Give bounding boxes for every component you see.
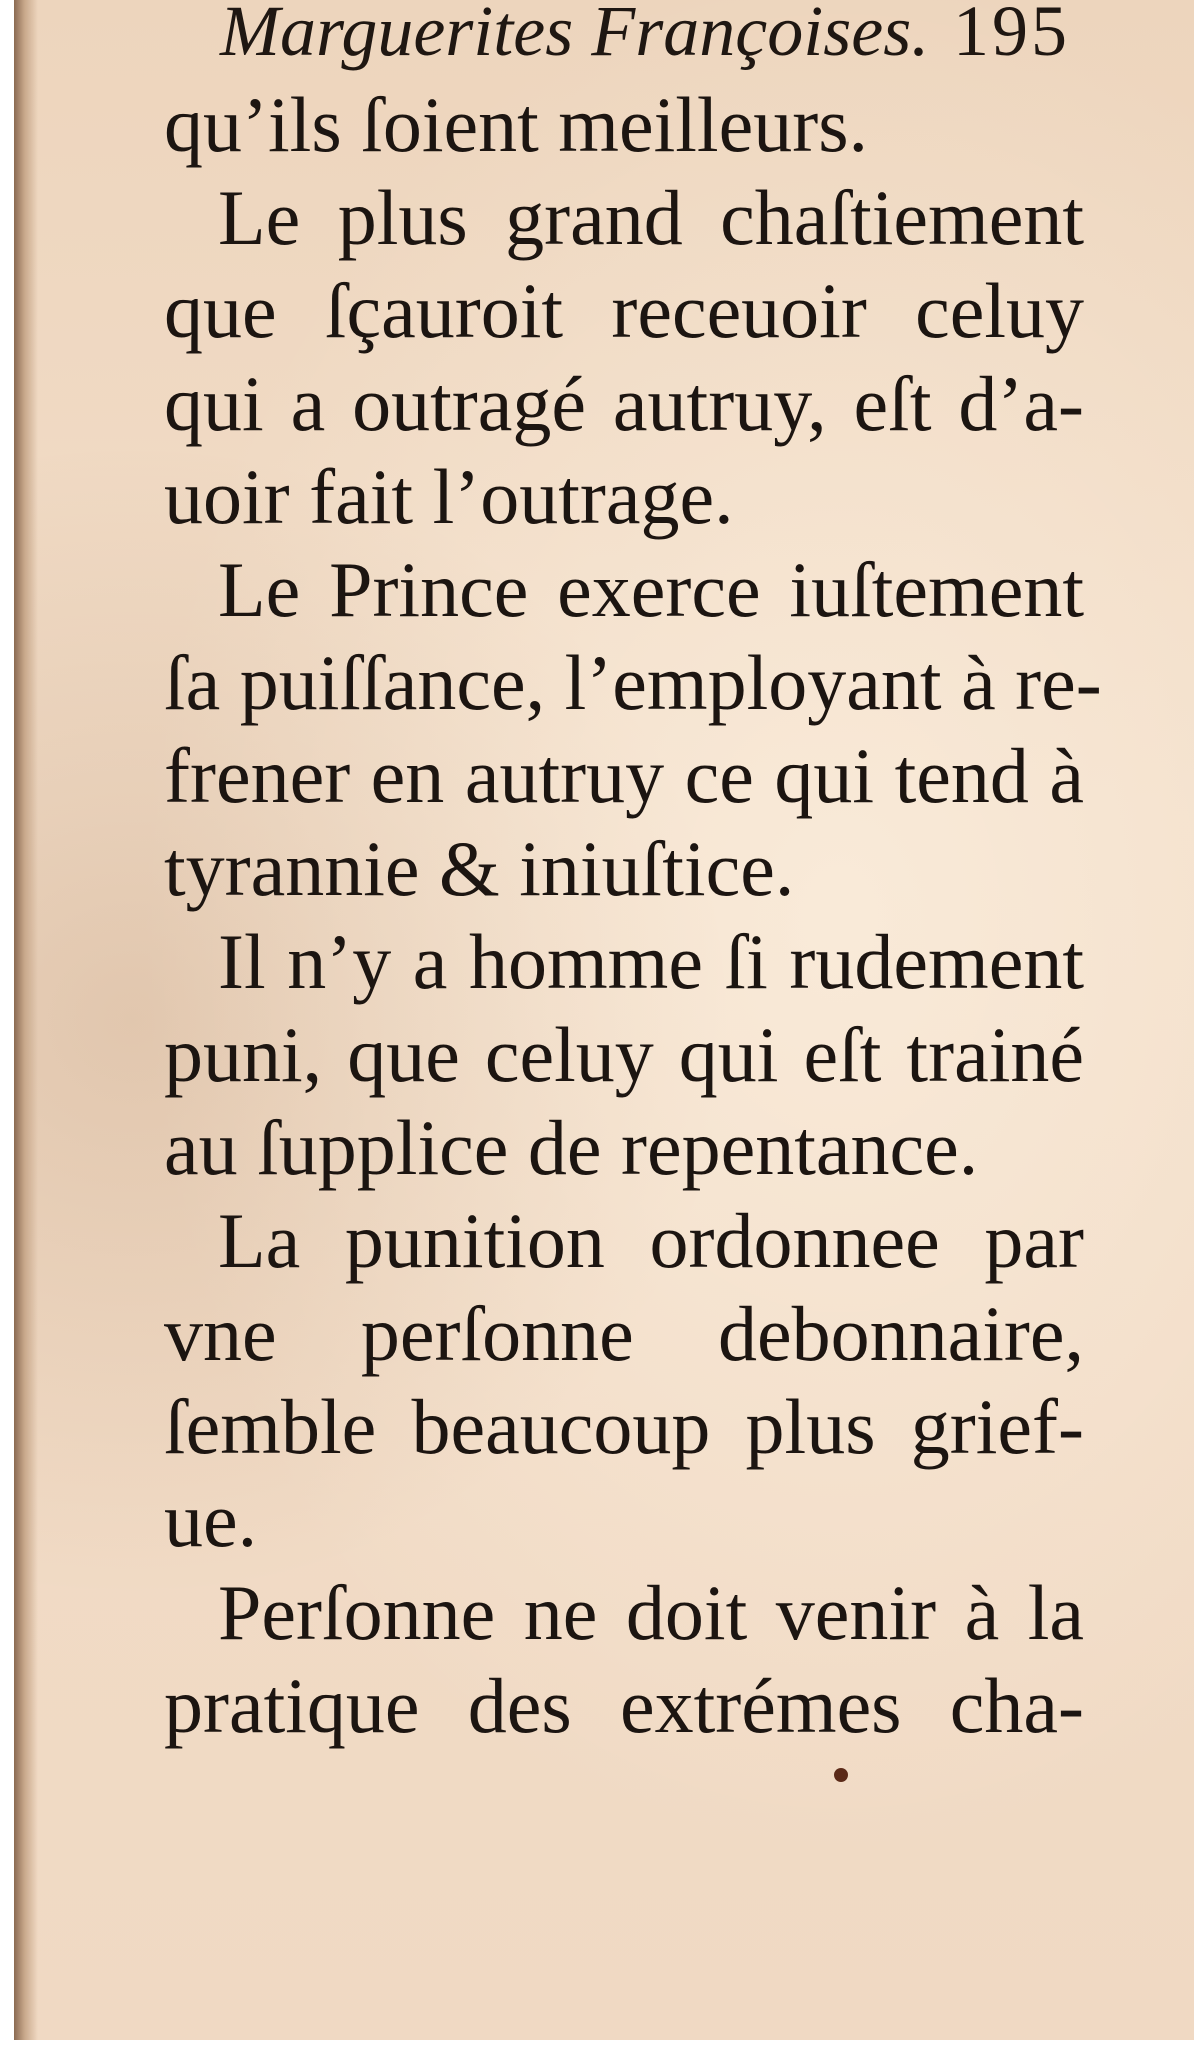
text-line: tyrannie & iniuſtice. [164,825,795,912]
text-line: vne perſonne debonnaire, [164,1290,1084,1377]
text-line: au ſupplice de repentance. [164,1104,979,1191]
text-line: La punition ordonnee par [218,1197,1084,1284]
page-header [220,0,1070,70]
text-line: ue. [164,1476,258,1563]
text-line: Le plus grand chaſtiement [218,174,1084,261]
page-number: 195 [953,0,1070,71]
text-line: que ſçauroit receuoir celuy [164,267,1084,354]
ink-blot [834,1768,848,1782]
page-gutter [14,0,38,2040]
text-line: qu’ils ſoient meilleurs. [164,81,869,168]
text-line: uoir fait l’outrage. [164,453,734,540]
running-title: Marguerites Françoises. [220,0,930,71]
text-line: frener en autruy ce qui tend à [164,732,1084,819]
text-line: pratique des extrémes cha- [164,1662,1084,1749]
text-line: Le Prince exerce iuſtement [218,546,1084,633]
text-line: puni, que celuy qui eſt trainé [164,1011,1084,1098]
text-line: Perſonne ne doit venir à la [218,1569,1084,1656]
text-line: ſa puiſſance, l’employant à re- [164,639,1102,726]
text-line: qui a outragé autruy, eſt d’a- [164,360,1084,447]
text-line: Il n’y a homme ſi rudement [218,918,1084,1005]
text-line: ſemble beaucoup plus grief- [164,1383,1084,1470]
body-text [164,78,1102,1752]
book-page [14,0,1194,2040]
